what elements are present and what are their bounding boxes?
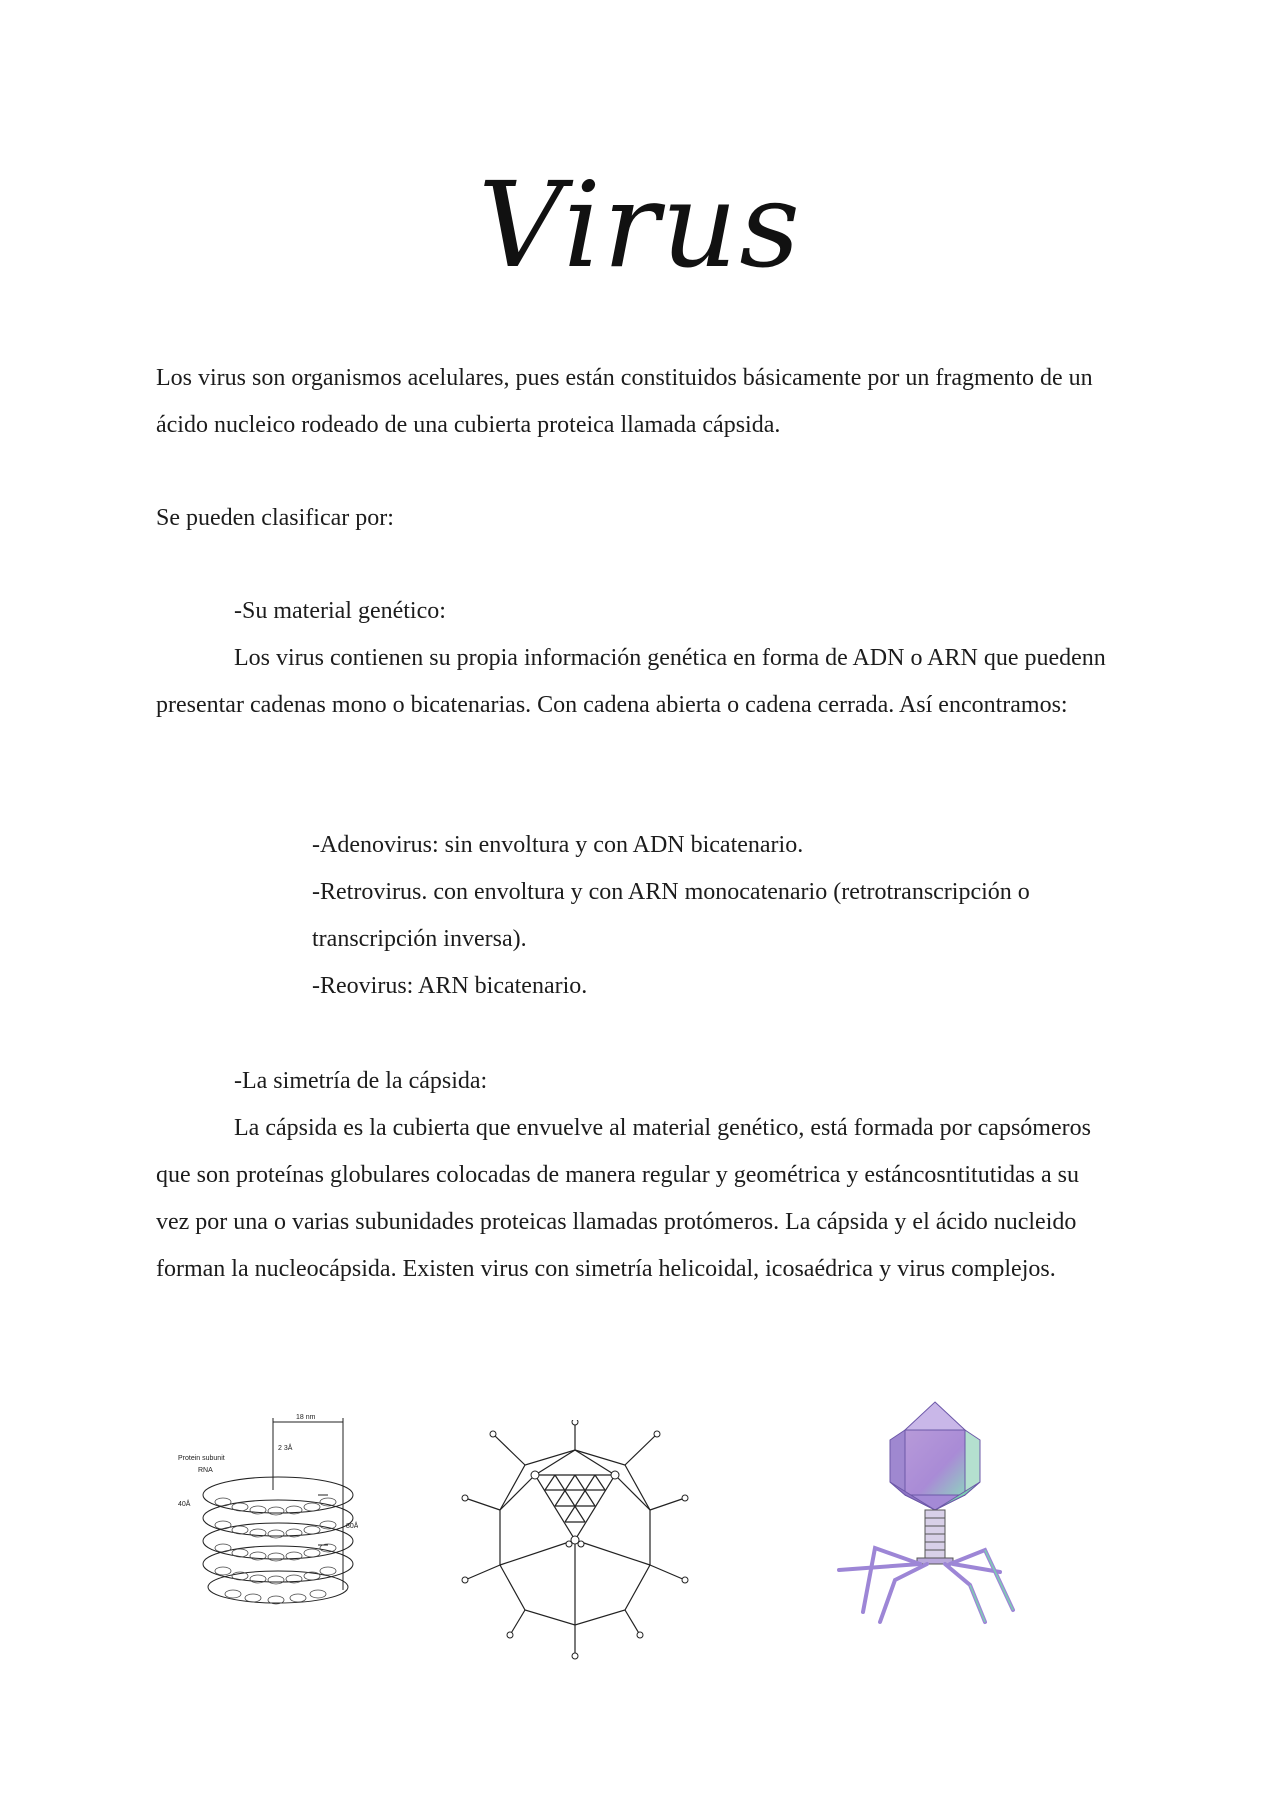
bacteriophage-figure <box>835 1400 1035 1625</box>
list-item: -Retrovirus. con envoltura y con ARN monocatenario (retrotranscripción o transcripción inversa). <box>312 879 1030 952</box>
helical-label: 2 3Å <box>278 1445 293 1452</box>
helical-virus-figure <box>178 1410 358 1610</box>
virus-list <box>312 822 1112 1010</box>
helical-label: 80Å <box>346 1523 358 1530</box>
section-genetic-body: Los virus contienen su propia información genética en forma de ADN o ARN que puedenn presentar cadenas mono o bicatenarias. Con cadena abierta o cadena cerrada. Así encontramos: <box>156 645 1106 718</box>
section-genetic-heading: -Su material genético: <box>234 598 446 624</box>
helical-label: RNA <box>198 1467 213 1474</box>
helical-label: 40Å <box>178 1501 191 1508</box>
list-item: -Reovirus: ARN bicatenario. <box>312 973 588 999</box>
intro-paragraph: Los virus son organismos acelulares, pues están constituidos básicamente por un fragmento de un ácido nucleico rodeado de una cubierta proteica llamada cápsida. <box>156 365 1093 438</box>
classify-line: Se pueden clasificar por: <box>156 505 394 531</box>
list-item: -Adenovirus: sin envoltura y con ADN bicatenario. <box>312 832 804 858</box>
helical-label: 18 nm <box>296 1414 316 1421</box>
section-capsid-heading: -La simetría de la cápsida: <box>234 1068 488 1094</box>
helical-label: Protein subunit <box>178 1455 225 1462</box>
page-title: Virus <box>478 156 802 294</box>
icosahedral-virus-figure <box>455 1420 695 1660</box>
section-capsid-body: La cápsida es la cubierta que envuelve al material genético, está formada por capsómeros que son proteínas globulares colocadas de manera regular y geométrica y estáncosntitutidas a su vez por una o varias subunidades proteicas llamadas protómeros. La cápsida y el ácido nucleido forman la nucleocápsida. Existen virus con simetría helicoidal, icosaédrica y virus complejos. <box>156 1115 1091 1282</box>
